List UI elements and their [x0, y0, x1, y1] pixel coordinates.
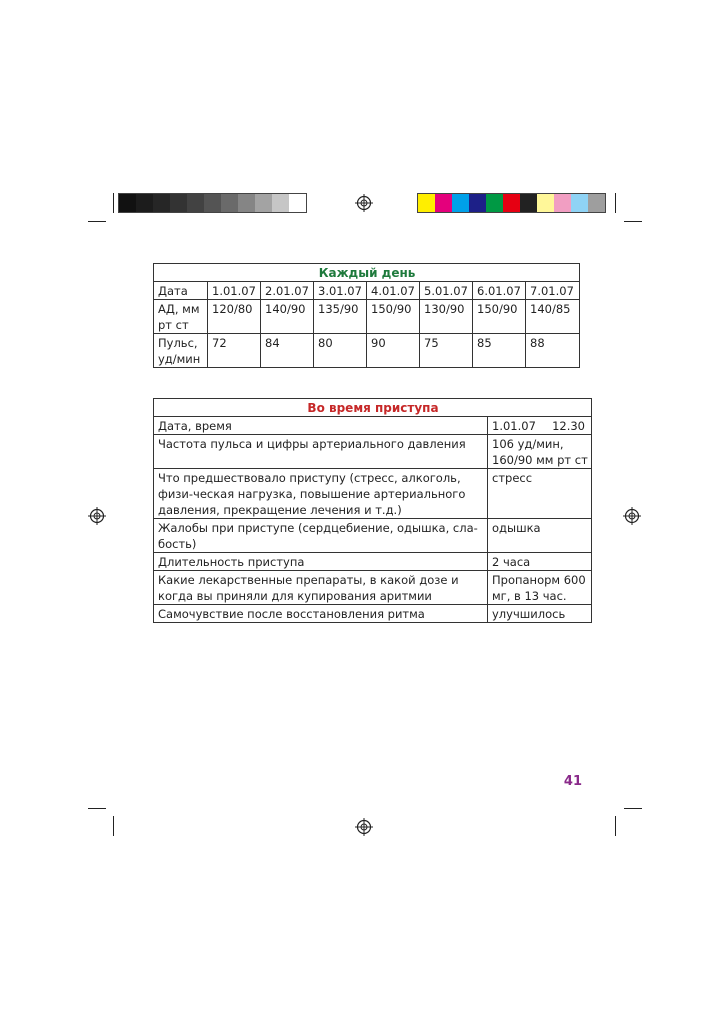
crop-mark-top-right-h — [624, 221, 642, 222]
pulse-cell: 90 — [367, 334, 420, 368]
date-cell: 7.01.07 — [526, 282, 580, 300]
question-cell: Самочувствие после восстановления ритма — [154, 605, 488, 623]
color-swatch — [187, 194, 204, 212]
color-swatch — [170, 194, 187, 212]
registration-mark-icon — [355, 818, 373, 836]
color-swatch — [503, 194, 520, 212]
cmyk-color-bar — [417, 193, 606, 213]
row-label: Пульс, уд/мин — [154, 334, 208, 368]
answer-cell: 2 часа — [488, 553, 592, 571]
color-swatch — [255, 194, 272, 212]
page-number: 41 — [563, 774, 582, 789]
crop-mark-top-left-h — [88, 221, 106, 222]
color-swatch — [289, 194, 306, 212]
blood-pressure-cell: 130/90 — [420, 300, 473, 334]
table-row — [154, 334, 580, 368]
attack-time: 12.30 — [552, 419, 585, 433]
date-cell: 3.01.07 — [314, 282, 367, 300]
row-label: Дата — [154, 282, 208, 300]
blood-pressure-cell: 150/90 — [473, 300, 526, 334]
color-swatch — [119, 194, 136, 212]
table-row — [154, 417, 592, 435]
crop-mark-bottom-left-h — [88, 808, 106, 809]
color-swatch — [588, 194, 605, 212]
color-swatch — [418, 194, 435, 212]
table-row — [154, 469, 592, 519]
question-cell: Что предшествовало приступу (стресс, алкоголь, физи-ческая нагрузка, повышение артериального давления, прекращение лечения и т.д.) — [154, 469, 488, 519]
registration-mark-icon — [88, 507, 106, 525]
question-cell: Частота пульса и цифры артериального давления — [154, 435, 488, 469]
answer-cell: 106 уд/мин, 160/90 мм рт ст — [488, 435, 592, 469]
attack-table-title: Во время приступа — [154, 399, 592, 417]
date-cell: 2.01.07 — [261, 282, 314, 300]
pulse-cell: 80 — [314, 334, 367, 368]
color-swatch — [520, 194, 537, 212]
table-row — [154, 519, 592, 553]
grayscale-color-bar — [118, 193, 307, 213]
color-swatch — [136, 194, 153, 212]
daily-log-table — [153, 263, 580, 368]
table-row — [154, 300, 580, 334]
table-row — [154, 435, 592, 469]
color-swatch — [272, 194, 289, 212]
answer-cell — [488, 417, 592, 435]
blood-pressure-cell: 120/80 — [208, 300, 261, 334]
date-cell: 6.01.07 — [473, 282, 526, 300]
pulse-cell: 75 — [420, 334, 473, 368]
crop-mark-top-left-v — [113, 193, 114, 213]
color-swatch — [537, 194, 554, 212]
blood-pressure-cell: 140/90 — [261, 300, 314, 334]
pulse-cell: 84 — [261, 334, 314, 368]
question-cell: Жалобы при приступе (сердцебиение, одышка, сла-бость) — [154, 519, 488, 553]
crop-mark-bottom-right-h — [624, 808, 642, 809]
table-row — [154, 605, 592, 623]
question-cell: Длительность приступа — [154, 553, 488, 571]
crop-mark-bottom-right-v — [615, 816, 616, 836]
blood-pressure-cell: 150/90 — [367, 300, 420, 334]
crop-mark-bottom-left-v — [113, 816, 114, 836]
registration-mark-icon — [355, 194, 373, 212]
answer-cell: Пропанорм 600 мг, в 13 час. — [488, 571, 592, 605]
answer-cell: улучшилось — [488, 605, 592, 623]
color-swatch — [452, 194, 469, 212]
color-swatch — [153, 194, 170, 212]
table-row — [154, 282, 580, 300]
date-cell: 5.01.07 — [420, 282, 473, 300]
color-swatch — [469, 194, 486, 212]
attack-date: 1.01.07 — [492, 419, 536, 433]
color-swatch — [435, 194, 452, 212]
answer-cell: стресс — [488, 469, 592, 519]
date-cell: 1.01.07 — [208, 282, 261, 300]
registration-mark-icon — [623, 507, 641, 525]
daily-table-title: Каждый день — [154, 264, 580, 282]
color-swatch — [571, 194, 588, 212]
question-cell: Какие лекарственные препараты, в какой дозе и когда вы приняли для купирования аритмии — [154, 571, 488, 605]
crop-mark-top-right-v — [615, 193, 616, 213]
blood-pressure-cell: 140/85 — [526, 300, 580, 334]
pulse-cell: 88 — [526, 334, 580, 368]
pulse-cell: 72 — [208, 334, 261, 368]
blood-pressure-cell: 135/90 — [314, 300, 367, 334]
color-swatch — [486, 194, 503, 212]
answer-cell: одышка — [488, 519, 592, 553]
row-label: АД, мм рт ст — [154, 300, 208, 334]
pulse-cell: 85 — [473, 334, 526, 368]
color-swatch — [554, 194, 571, 212]
date-cell: 4.01.07 — [367, 282, 420, 300]
color-swatch — [221, 194, 238, 212]
color-swatch — [238, 194, 255, 212]
attack-log-table — [153, 398, 592, 623]
question-cell: Дата, время — [154, 417, 488, 435]
table-row — [154, 571, 592, 605]
color-swatch — [204, 194, 221, 212]
table-row — [154, 553, 592, 571]
